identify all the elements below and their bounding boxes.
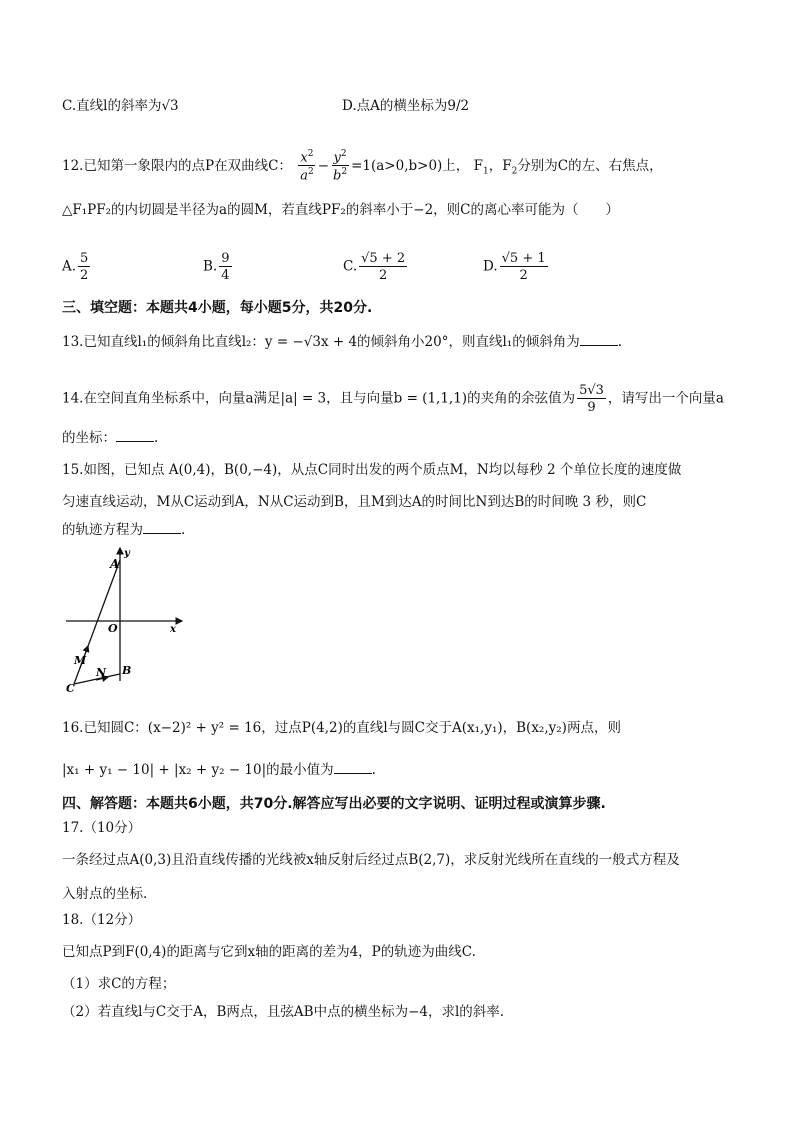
q12-option-c: C. $\frac{√5 + 2}{2}$ xyxy=(343,251,406,283)
q14-line1: 14.在空间直角坐标系中，向量a满足|a| = 3，且与向量b = (1,1,1)的夹角的余弦值为 $\frac{5√3}{9}$ ，请写出一个向量a xyxy=(62,383,724,415)
section-3-heading: 三、填空题：本题共4小题，每小题5分，共20分. xyxy=(62,300,373,316)
q14-line2: 的坐标： . xyxy=(62,430,159,446)
q12-option-d: D. $\frac{√5 + 1}{2}$ xyxy=(483,251,546,283)
label-y: y xyxy=(124,548,130,559)
q11-option-c: C.直线l的斜率为√3 xyxy=(62,98,179,114)
q14-answer-blank xyxy=(116,429,154,442)
label-o: O xyxy=(108,622,118,635)
q17-header: 17.（10分） xyxy=(62,820,142,836)
label-n: N xyxy=(96,666,107,679)
q15-line2: 匀速直线运动，M从C运动到A，N从C运动到B，且M到达A的时间比N到达B的时间晚 3 秒，则C xyxy=(62,494,647,510)
q18-part2: （2）若直线l与C交于A，B两点，且弦AB中点的横坐标为−4，求l的斜率. xyxy=(62,1004,505,1020)
q13-answer-blank xyxy=(580,333,618,346)
q18-header: 18.（12分） xyxy=(62,912,142,928)
label-b: B xyxy=(122,664,132,677)
q15-answer-blank xyxy=(143,521,181,534)
label-a: A xyxy=(110,557,120,571)
q12-line1: 12.已知第一象限内的点P在双曲线C： $\frac{x^2}{a^2}$ − $\frac{y^2}{b^2}$ =1(a>0,b>0)上， $F_1$，$F_2$分别为C的左、右焦点， xyxy=(62,149,663,184)
label-c: C xyxy=(66,682,75,695)
q12-option-b: B. $\frac{9}{4}$ xyxy=(203,251,230,283)
hyperbola-x-term: $\frac{x^2}{a^2}$ xyxy=(300,149,314,184)
q18-line1: 已知点P到F(0,4)的距离与它到x轴的距离的差为4，P的轨迹为曲线C. xyxy=(62,944,476,960)
q12-option-a: A. $\frac{5}{2}$ xyxy=(62,251,89,283)
q16-line1: 16.已知圆C：(x−2)² + y² = 16，过点P(4,2)的直线l与圆C交于A(x₁,y₁)，B(x₂,y₂)两点，则 xyxy=(62,720,621,736)
q16-line2: |x₁ + y₁ − 10| + |x₂ + y₂ − 10|的最小值为 . xyxy=(62,762,376,778)
q15-line1: 15.如图，已知点 A(0,4)，B(0,−4)，从点C同时出发的两个质点M，N均以每秒 2 个单位长度的速度做 xyxy=(62,462,682,478)
hyperbola-y-term: $\frac{y^2}{b^2}$ xyxy=(333,149,348,184)
q15-figure xyxy=(66,546,190,696)
q12-line2: △F₁PF₂的内切圆是半径为a的圆M，若直线PF₂的斜率小于−2，则C的离心率可能为（ ） xyxy=(62,202,619,218)
label-x: x xyxy=(170,624,176,635)
q17-line2: 入射点的坐标. xyxy=(62,886,148,902)
q18-part1: （1）求C的方程； xyxy=(62,976,176,992)
q13: 13.已知直线l₁的倾斜角比直线l₂：y = −√3x + 4的倾斜角小20°，则直线l₁的倾斜角为 . xyxy=(62,334,623,350)
q15-line3: 的轨迹方程为 . xyxy=(62,522,186,538)
label-m: M xyxy=(74,654,87,667)
q16-answer-blank xyxy=(334,761,372,774)
q11-option-d: D.点A的横坐标为9/2 xyxy=(342,98,470,114)
q17-line1: 一条经过点A(0,3)且沿直线传播的光线被x轴反射后经过点B(2,7)，求反射光线所在直线的一般式方程及 xyxy=(62,852,680,868)
section-4-heading: 四、解答题：本题共6小题，共70分.解答应写出必要的文字说明、证明过程或演算步骤. xyxy=(62,796,606,812)
